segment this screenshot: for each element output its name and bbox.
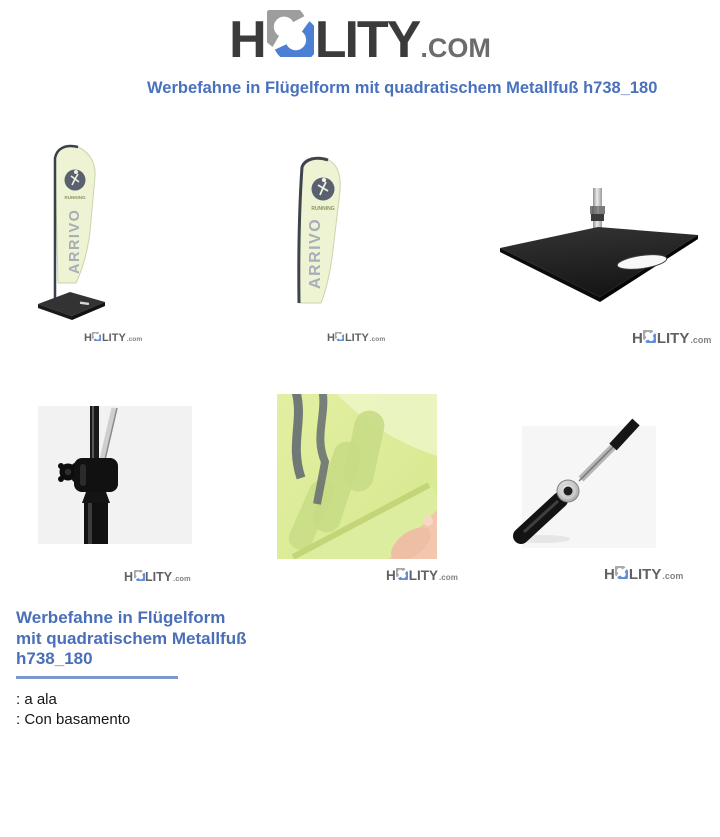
holity-swirl-o-icon	[615, 566, 628, 579]
flag-sub-text: RUNNING	[64, 195, 86, 200]
logo-text-lity: LITY	[314, 11, 420, 69]
title-underline	[16, 676, 178, 679]
fabric-detail-illustration	[277, 394, 437, 559]
flag-with-base-illustration	[28, 142, 203, 324]
product-image-base-plate[interactable]	[492, 182, 708, 304]
product-image-fabric-detail[interactable]	[277, 394, 437, 559]
watermark-logo: H LITY .com	[327, 332, 386, 344]
logo-text-com: .COM	[420, 33, 491, 63]
spec-item: : a ala	[16, 690, 57, 708]
print-stroke	[295, 394, 301, 478]
product-image-flag-detail[interactable]	[278, 155, 408, 310]
flag-label-text: ARRIVO	[67, 208, 83, 274]
holity-swirl-o-icon	[335, 332, 344, 341]
spec-item: : Con basamento	[16, 710, 131, 728]
holity-swirl-o-icon	[134, 570, 145, 581]
flag-label-text: ARRIVO	[307, 217, 324, 289]
watermark-logo: H LITY .com	[124, 570, 191, 584]
watermark-logo: H LITY .com	[84, 332, 143, 344]
holity-swirl-o-icon	[396, 568, 408, 580]
pole-clamp-illustration	[38, 406, 192, 544]
product-description	[16, 608, 436, 730]
flag-detail-illustration	[278, 155, 408, 310]
base-plate-illustration	[492, 182, 708, 304]
product-image-pole-connector[interactable]	[508, 408, 656, 548]
holity-swirl-o-icon	[92, 332, 101, 341]
plate-top-face	[500, 227, 698, 297]
mounting-screw	[593, 188, 602, 206]
watermark-logo: H LITY .com	[604, 566, 684, 583]
logo-text-h: H	[229, 11, 265, 69]
watermark-logo: H LITY .com	[632, 330, 712, 347]
product-title-line: Werbefahne in Flügelform	[16, 608, 226, 627]
watermark-logo: H LITY .com	[386, 568, 458, 583]
holity-logo[interactable]	[0, 10, 720, 69]
flag-sub-text: RUNNING	[311, 206, 335, 212]
pole-connector-illustration	[508, 408, 656, 548]
page-title: Werbefahne in Flügelform mit quadratischem Metallfuß h738_180	[147, 79, 658, 97]
product-title-line: h738_180	[16, 649, 93, 668]
square-base	[38, 292, 105, 316]
lower-pole	[84, 503, 108, 544]
product-image-flag-with-base[interactable]	[28, 142, 203, 324]
holity-swirl-o-icon	[267, 10, 314, 57]
product-image-pole-clamp[interactable]	[38, 406, 192, 544]
holity-swirl-o-icon	[643, 330, 656, 343]
product-title-line: mit quadratischem Metallfuß	[16, 628, 247, 648]
